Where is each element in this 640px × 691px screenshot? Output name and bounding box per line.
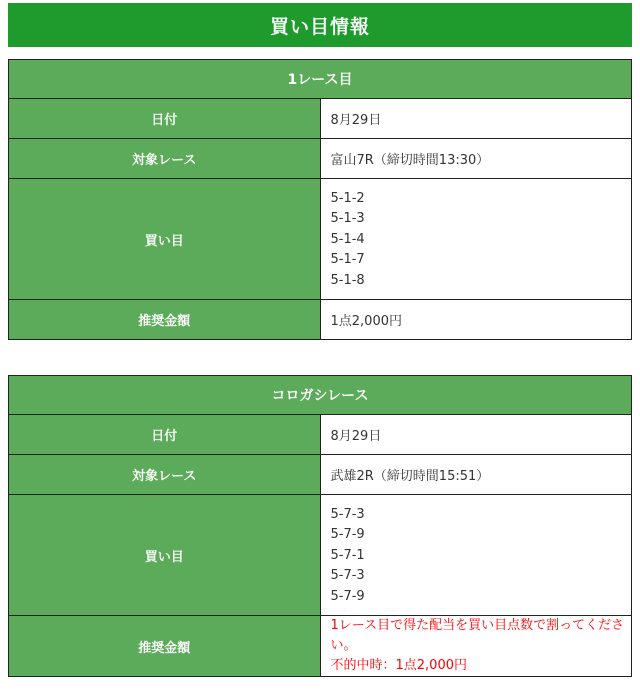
table-row (9, 415, 632, 455)
bet-item: 5-7-9 (330, 527, 365, 543)
bet-item: 5-1-8 (330, 272, 365, 288)
bets-list (331, 187, 632, 292)
table-row (9, 300, 632, 340)
amount-value (320, 616, 632, 677)
amount-value: 1点2,000円 (320, 300, 632, 340)
bets-value (320, 495, 632, 616)
race-label: 対象レース (9, 139, 321, 179)
table-row (9, 139, 632, 179)
table-row (9, 616, 632, 677)
amount-label: 推奨金額 (9, 300, 321, 340)
bets-value (320, 179, 632, 300)
bets-list (331, 503, 632, 608)
section-title-2: コロガシレース (9, 376, 632, 415)
race-value: 武雄2R（締切時間15:51） (320, 455, 632, 495)
date-value: 8月29日 (320, 99, 632, 139)
date-label: 日付 (9, 99, 321, 139)
race-table-1 (8, 59, 632, 340)
bets-label: 買い目 (9, 179, 321, 300)
amount-note-line1: 1レース目で得た配当を買い目点数で割ってください。 (330, 618, 625, 653)
amount-label: 推奨金額 (9, 616, 321, 677)
table-row (9, 455, 632, 495)
page-title: 買い目情報 (269, 15, 370, 38)
page-title-banner (8, 3, 632, 47)
table-row (9, 179, 632, 300)
date-value: 8月29日 (320, 415, 632, 455)
table-row (9, 99, 632, 139)
race-table-2 (8, 375, 632, 677)
date-label: 日付 (9, 415, 321, 455)
bet-item: 5-7-9 (330, 588, 365, 604)
bet-item: 5-1-4 (330, 231, 365, 247)
bet-item: 5-7-3 (330, 568, 365, 584)
race-value: 富山7R（締切時間13:30） (320, 139, 632, 179)
table-row (9, 495, 632, 616)
race-label: 対象レース (9, 455, 321, 495)
bets-label: 買い目 (9, 495, 321, 616)
bet-item: 5-7-3 (330, 506, 365, 522)
bet-item: 5-1-2 (330, 190, 365, 206)
section-title-1: 1レース目 (9, 60, 632, 99)
bet-item: 5-1-7 (330, 252, 365, 268)
bet-item: 5-1-3 (330, 211, 365, 227)
bet-item: 5-7-1 (330, 547, 365, 563)
amount-note-line2: 不的中時：1点2,000円 (330, 658, 467, 673)
